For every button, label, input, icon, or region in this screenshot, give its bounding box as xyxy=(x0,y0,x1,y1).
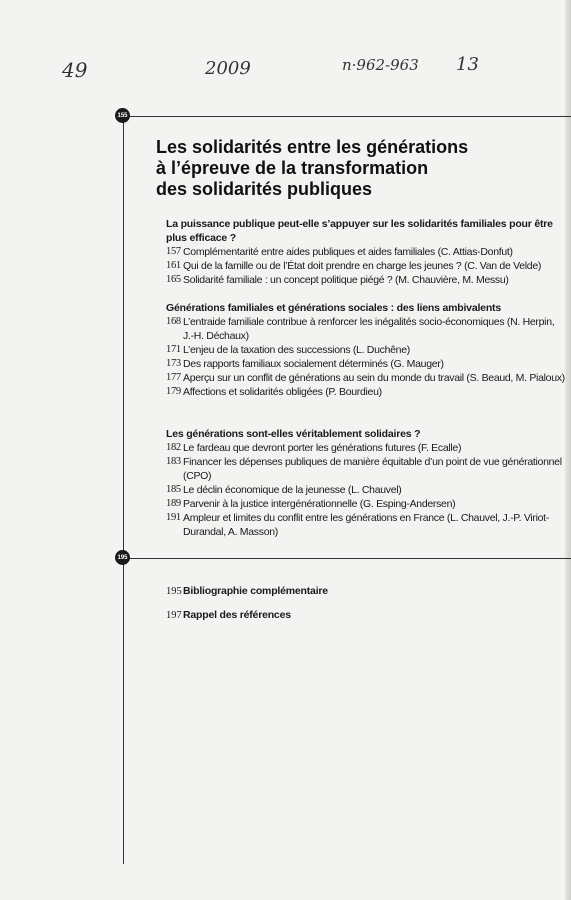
title-line: à l’épreuve de la transformation xyxy=(156,158,429,178)
toc-entry[interactable] xyxy=(166,511,566,539)
entry-page: 171 xyxy=(166,344,181,355)
entry-page: 165 xyxy=(166,274,181,285)
entry-page: 157 xyxy=(166,246,181,257)
toc-entry[interactable] xyxy=(166,259,566,273)
entry-text: Affections et solidarités obligées (P. Bourdieu) xyxy=(183,386,382,398)
page-marker-bottom: 195 xyxy=(115,550,130,565)
toc-entry[interactable] xyxy=(166,343,566,357)
vertical-rule xyxy=(123,116,124,864)
entry-text: Aperçu sur un conflit de générations au sein du monde du travail (S. Beaud, M. Pialoux) xyxy=(183,372,565,384)
entry-text: Ampleur et limites du conflit entre les générations en France (L. Chauvel, J.-P. Viriot-Durandal, A. Masson) xyxy=(183,512,549,538)
entry-page: 189 xyxy=(166,498,181,509)
entry-text: L’entraide familiale contribue à renforcer les inégalités socio-économiques (N. Herpin, J.-H. Déchaux) xyxy=(183,316,555,342)
toc-entry[interactable] xyxy=(166,497,566,511)
entry-text: L’enjeu de la taxation des successions (L. Duchêne) xyxy=(183,344,410,356)
title-line: Les solidarités entre les générations xyxy=(156,137,469,157)
chapter-title xyxy=(156,137,556,200)
entry-text: Le fardeau que devront porter les générations futures (F. Ecalle) xyxy=(183,442,462,454)
toc-entry[interactable] xyxy=(166,273,566,287)
page-marker-top: 155 xyxy=(115,108,130,123)
entry-page: 168 xyxy=(166,316,181,327)
bottom-rule xyxy=(123,558,571,559)
toc-section-3 xyxy=(166,427,566,539)
appendix-entry-references[interactable] xyxy=(166,609,291,621)
entry-text: Le déclin économique de la jeunesse (L. Chauvel) xyxy=(183,484,402,496)
toc-entry[interactable] xyxy=(166,455,566,483)
entry-text: Solidarité familiale : un concept politique piégé ? (M. Chauvière, M. Messu) xyxy=(183,274,509,286)
toc-entry[interactable] xyxy=(166,483,566,497)
section-heading: La puissance publique peut-elle s’appuyer sur les solidarités familiales pour être plus efficace ? xyxy=(166,218,553,244)
toc-section-2 xyxy=(166,301,566,399)
toc-entry[interactable] xyxy=(166,357,566,371)
entry-page: 191 xyxy=(166,512,181,523)
entry-page: 183 xyxy=(166,456,181,467)
entry-text: Rappel des références xyxy=(183,609,291,621)
handwritten-issue: n·962-963 xyxy=(342,56,419,74)
entry-text: Financer les dépenses publiques de manière équitable d’un point de vue générationnel (CPO) xyxy=(183,456,562,482)
entry-page: 195 xyxy=(166,586,182,597)
handwritten-note: 49 xyxy=(62,58,88,82)
entry-text: Bibliographie complémentaire xyxy=(183,585,328,597)
entry-page: 179 xyxy=(166,386,181,397)
toc-entry[interactable] xyxy=(166,441,566,455)
entry-page: 161 xyxy=(166,260,181,271)
toc-section-1 xyxy=(166,217,566,287)
toc-entry[interactable] xyxy=(166,315,566,343)
toc-entry[interactable] xyxy=(166,371,566,385)
title-line: des solidarités publiques xyxy=(156,179,373,199)
entry-page: 177 xyxy=(166,372,181,383)
entry-page: 182 xyxy=(166,442,181,453)
entry-page: 173 xyxy=(166,358,181,369)
top-rule xyxy=(123,116,571,117)
section-heading: Générations familiales et générations sociales : des liens ambivalents xyxy=(166,302,501,314)
entry-text: Complémentarité entre aides publiques et aides familiales (C. Attias-Donfut) xyxy=(183,246,513,258)
toc-entry[interactable] xyxy=(166,385,566,399)
entry-page: 197 xyxy=(166,610,182,621)
handwritten-mark: 13 xyxy=(456,54,479,75)
entry-text: Parvenir à la justice intergénérationnelle (G. Esping-Andersen) xyxy=(183,498,456,510)
toc-entry[interactable] xyxy=(166,245,566,259)
entry-text: Qui de la famille ou de l’État doit prendre en charge les jeunes ? (C. Van de Velde) xyxy=(183,260,542,272)
entry-text: Des rapports familiaux socialement déterminés (G. Mauger) xyxy=(183,358,444,370)
appendix-entry-bibliography[interactable] xyxy=(166,585,328,597)
handwritten-year: 2009 xyxy=(205,58,251,79)
entry-page: 185 xyxy=(166,484,181,495)
section-heading: Les générations sont-elles véritablement solidaires ? xyxy=(166,428,421,440)
